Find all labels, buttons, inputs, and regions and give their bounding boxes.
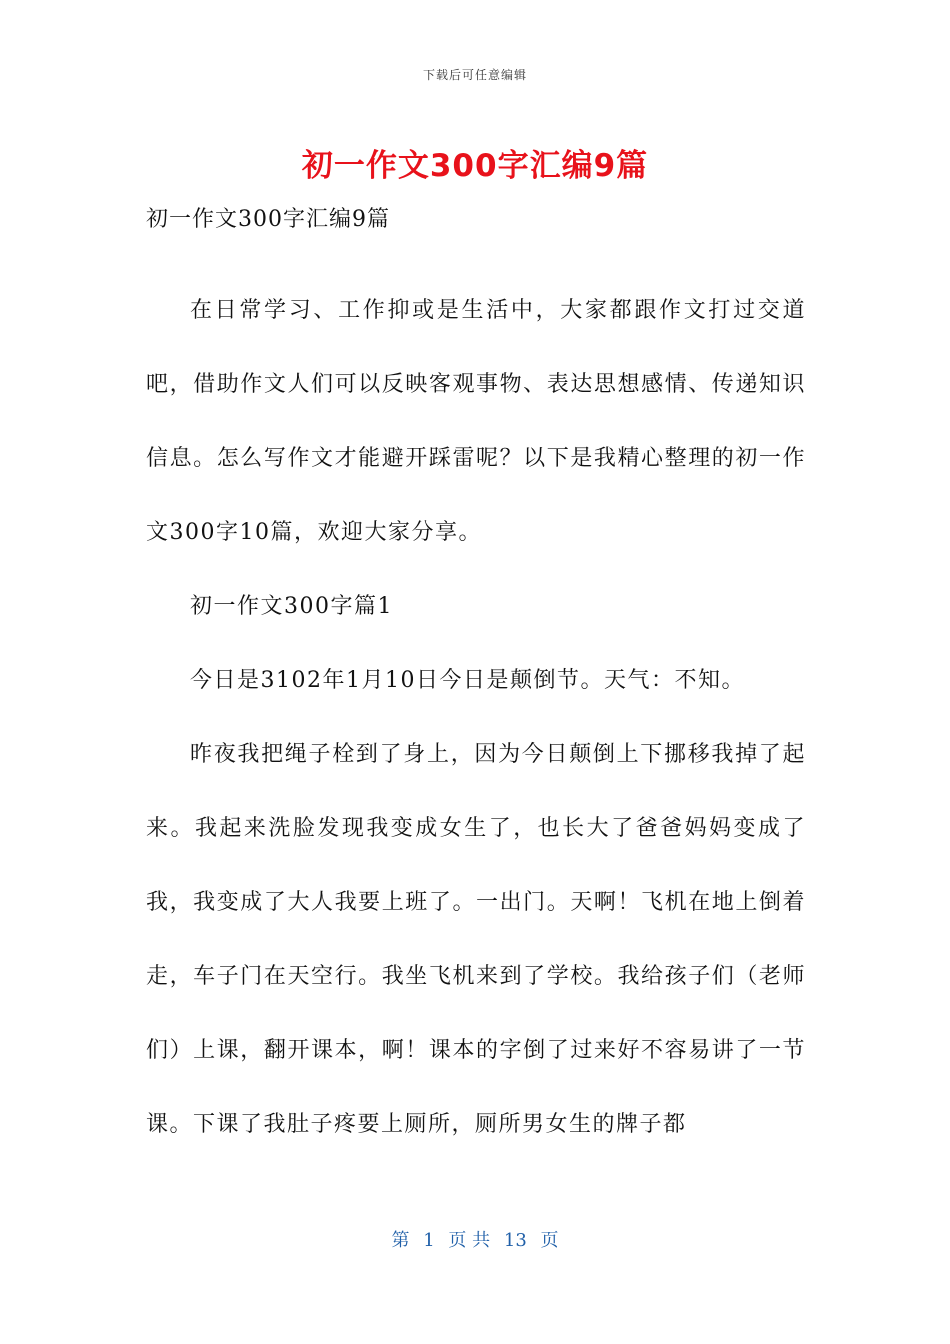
footer-current-page: 1 [423,1230,435,1251]
document-body [146,204,806,1162]
footer-total-pages: 13 [503,1230,527,1251]
section-heading: 初一作文300字篇1 [190,594,393,619]
footer-prefix: 第 [391,1230,410,1251]
footer-suffix: 页 [540,1230,559,1251]
intro-paragraph: 在日常学习、工作抑或是生活中，大家都跟作文打过交道吧，借助作文人们可以反映客观事物、表达思想感情、传递知识信息。怎么写作文才能避开踩雷呢？以下是我精心整理的初一作文300字10篇，欢迎大家分享。 [146,298,806,545]
story-paragraph: 昨夜我把绳子栓到了身上，因为今日颠倒上下挪移我掉了起来。我起来洗脸发现我变成女生了，也长大了爸爸妈妈变成了我，我变成了大人我要上班了。一出门。天啊！飞机在地上倒着走，车子门在天空行。我坐飞机来到了学校。我给孩子们（老师们）上课，翻开课本，啊！课本的字倒了过来好不容易讲了一节课。下课了我肚子疼要上厕所，厕所男女生的牌子都 [146,742,806,1137]
header-note: 下载后可任意编辑 [422,68,527,82]
document-subtitle: 初一作文300字汇编9篇 [146,207,390,232]
date-paragraph: 今日是3102年1月10日今日是颠倒节。天气：不知。 [190,668,745,693]
page-title: 初一作文300字汇编9篇 [301,148,649,184]
footer-middle: 页 共 [448,1230,491,1251]
page-footer [0,1226,950,1252]
